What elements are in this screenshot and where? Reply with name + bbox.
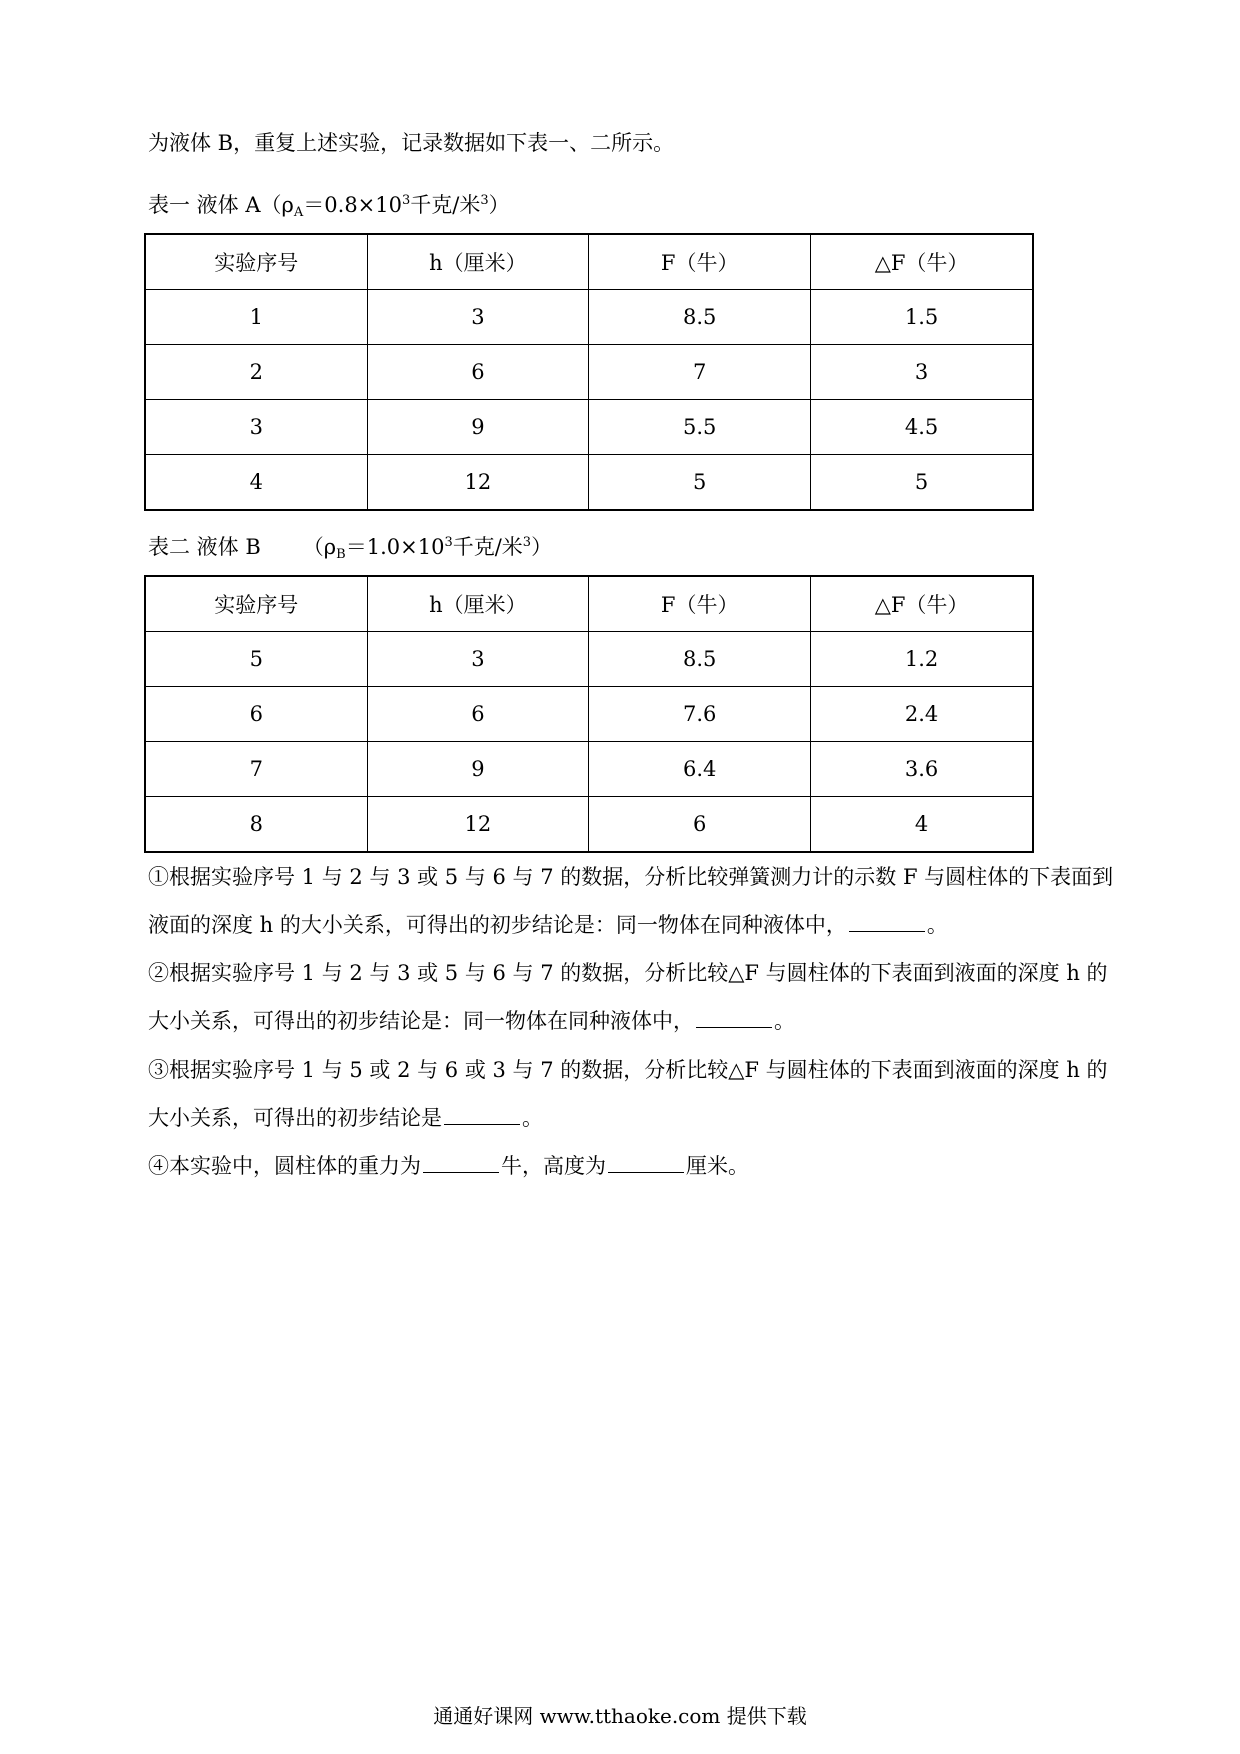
question-3-end: 。 — [522, 1106, 543, 1130]
question-3-line-1: ③根据实验序号 1 与 5 或 2 与 6 或 3 与 7 的数据，分析比较△F 与圆柱体的下表面到液面的深度 h 的 — [148, 1058, 1108, 1082]
table2-caption-open: （ — [302, 535, 324, 559]
table2-cell: 2.4 — [811, 687, 1033, 742]
table2-cell: 8 — [145, 797, 367, 853]
table1-header-cell: 实验序号 — [145, 234, 367, 290]
question-1-line-2 — [148, 910, 948, 940]
table2-header-row — [145, 576, 1033, 632]
question-1-end: 。 — [926, 913, 948, 937]
question-2-text: 大小关系，可得出的初步结论是：同一物体在同种液体中， — [148, 1009, 694, 1033]
table1-header-cell: F（牛） — [589, 234, 811, 290]
answer-blank-3[interactable] — [444, 1104, 520, 1125]
table2-cell: 3 — [367, 632, 589, 687]
table2-cell: 8.5 — [589, 632, 811, 687]
table2-caption-suffix: ） — [531, 535, 553, 559]
table2-header-cell: 实验序号 — [145, 576, 367, 632]
table1-header-cell: h（厘米） — [367, 234, 589, 290]
question-1-line-1: ①根据实验序号 1 与 2 与 3 或 5 与 6 与 7 的数据，分析比较弹簧测力计的示数 F 与圆柱体的下表面到 — [148, 865, 1114, 889]
footer-credit: 通通好课网 www.tthaoke.com 提供下载 — [433, 1704, 807, 1728]
question-2-line-2 — [148, 1006, 795, 1036]
question-2-end: 。 — [774, 1009, 795, 1033]
question-4-text-a: ④本实验中，圆柱体的重力为 — [148, 1154, 421, 1178]
table1-caption-suffix: ） — [488, 193, 510, 217]
table1-cell: 1.5 — [811, 290, 1033, 345]
table2-row — [145, 632, 1033, 687]
table1-cell: 5 — [811, 455, 1033, 511]
question-3-text: 大小关系，可得出的初步结论是 — [148, 1106, 442, 1130]
table1-caption — [148, 186, 510, 228]
table2-cell: 6 — [589, 797, 811, 853]
table1-row — [145, 290, 1033, 345]
table2-caption — [148, 528, 552, 570]
table1-cell: 4 — [145, 455, 367, 511]
intro-text: 为液体 B，重复上述实验，记录数据如下表一、二所示。 — [148, 131, 675, 155]
table2-caption-value: ＝1.0×10 — [345, 535, 445, 559]
question-4-text-c: 厘米。 — [686, 1154, 749, 1178]
table1-cell: 5 — [589, 455, 811, 511]
table2-row — [145, 687, 1033, 742]
table1-cell: 9 — [367, 400, 589, 455]
table2-row — [145, 797, 1033, 853]
table2-cell: 9 — [367, 742, 589, 797]
table2-header-cell: h（厘米） — [367, 576, 589, 632]
question-3-line-2 — [148, 1103, 543, 1133]
table1-caption-exp: 3 — [402, 193, 411, 208]
answer-blank-5[interactable] — [608, 1152, 684, 1173]
table2-cell: 12 — [367, 797, 589, 853]
table1-cell: 1 — [145, 290, 367, 345]
table1-header-cell: △F（牛） — [811, 234, 1033, 290]
table2-caption-exp: 3 — [444, 535, 453, 550]
table1-row — [145, 455, 1033, 511]
table1-cell: 3 — [145, 400, 367, 455]
table1-cell: 3 — [811, 345, 1033, 400]
table2-cell: 6.4 — [589, 742, 811, 797]
table1-rho: ρ — [281, 193, 294, 217]
table2-cell: 7.6 — [589, 687, 811, 742]
table1-caption-unit-exp: 3 — [480, 193, 489, 208]
table2-cell: 7 — [145, 742, 367, 797]
table2-cell: 1.2 — [811, 632, 1033, 687]
table1-row — [145, 400, 1033, 455]
table2-cell: 6 — [145, 687, 367, 742]
table1-rho-sub: A — [293, 205, 304, 220]
table2-cell: 4 — [811, 797, 1033, 853]
table2-header-cell: △F（牛） — [811, 576, 1033, 632]
table2-cell: 6 — [367, 687, 589, 742]
table1-cell: 8.5 — [589, 290, 811, 345]
table1-caption-prefix: 表一 液体 A（ — [148, 193, 282, 217]
answer-blank-4[interactable] — [423, 1152, 499, 1173]
answer-blank-1[interactable] — [849, 911, 925, 932]
table1-cell: 5.5 — [589, 400, 811, 455]
table1-row — [145, 345, 1033, 400]
table2-row — [145, 742, 1033, 797]
table1-caption-value: ＝0.8×10 — [303, 193, 402, 217]
table2-header-cell: F（牛） — [589, 576, 811, 632]
table2-caption-prefix: 表二 液体 B — [148, 535, 261, 559]
table1 — [144, 233, 1034, 511]
question-4-line — [148, 1151, 749, 1181]
table1-cell: 4.5 — [811, 400, 1033, 455]
question-1-text: 液面的深度 h 的大小关系，可得出的初步结论是：同一物体在同种液体中， — [148, 913, 847, 937]
table1-cell: 3 — [367, 290, 589, 345]
table2-caption-unit-exp: 3 — [522, 535, 532, 550]
table1-cell: 6 — [367, 345, 589, 400]
table2-cell: 3.6 — [811, 742, 1033, 797]
table2-caption-unit: 千克/米 — [452, 535, 523, 559]
question-2-line-1: ②根据实验序号 1 与 2 与 3 或 5 与 6 与 7 的数据，分析比较△F 与圆柱体的下表面到液面的深度 h 的 — [148, 961, 1108, 985]
question-4-text-b: 牛，高度为 — [501, 1154, 606, 1178]
table1-caption-unit: 千克/米 — [410, 193, 481, 217]
table2-rho: ρ — [323, 535, 337, 559]
table2 — [144, 575, 1034, 853]
table2-cell: 5 — [145, 632, 367, 687]
table2-rho-sub: B — [336, 547, 346, 562]
table1-cell: 7 — [589, 345, 811, 400]
table1-cell: 12 — [367, 455, 589, 511]
table1-header-row — [145, 234, 1033, 290]
table1-cell: 2 — [145, 345, 367, 400]
answer-blank-2[interactable] — [696, 1007, 772, 1028]
